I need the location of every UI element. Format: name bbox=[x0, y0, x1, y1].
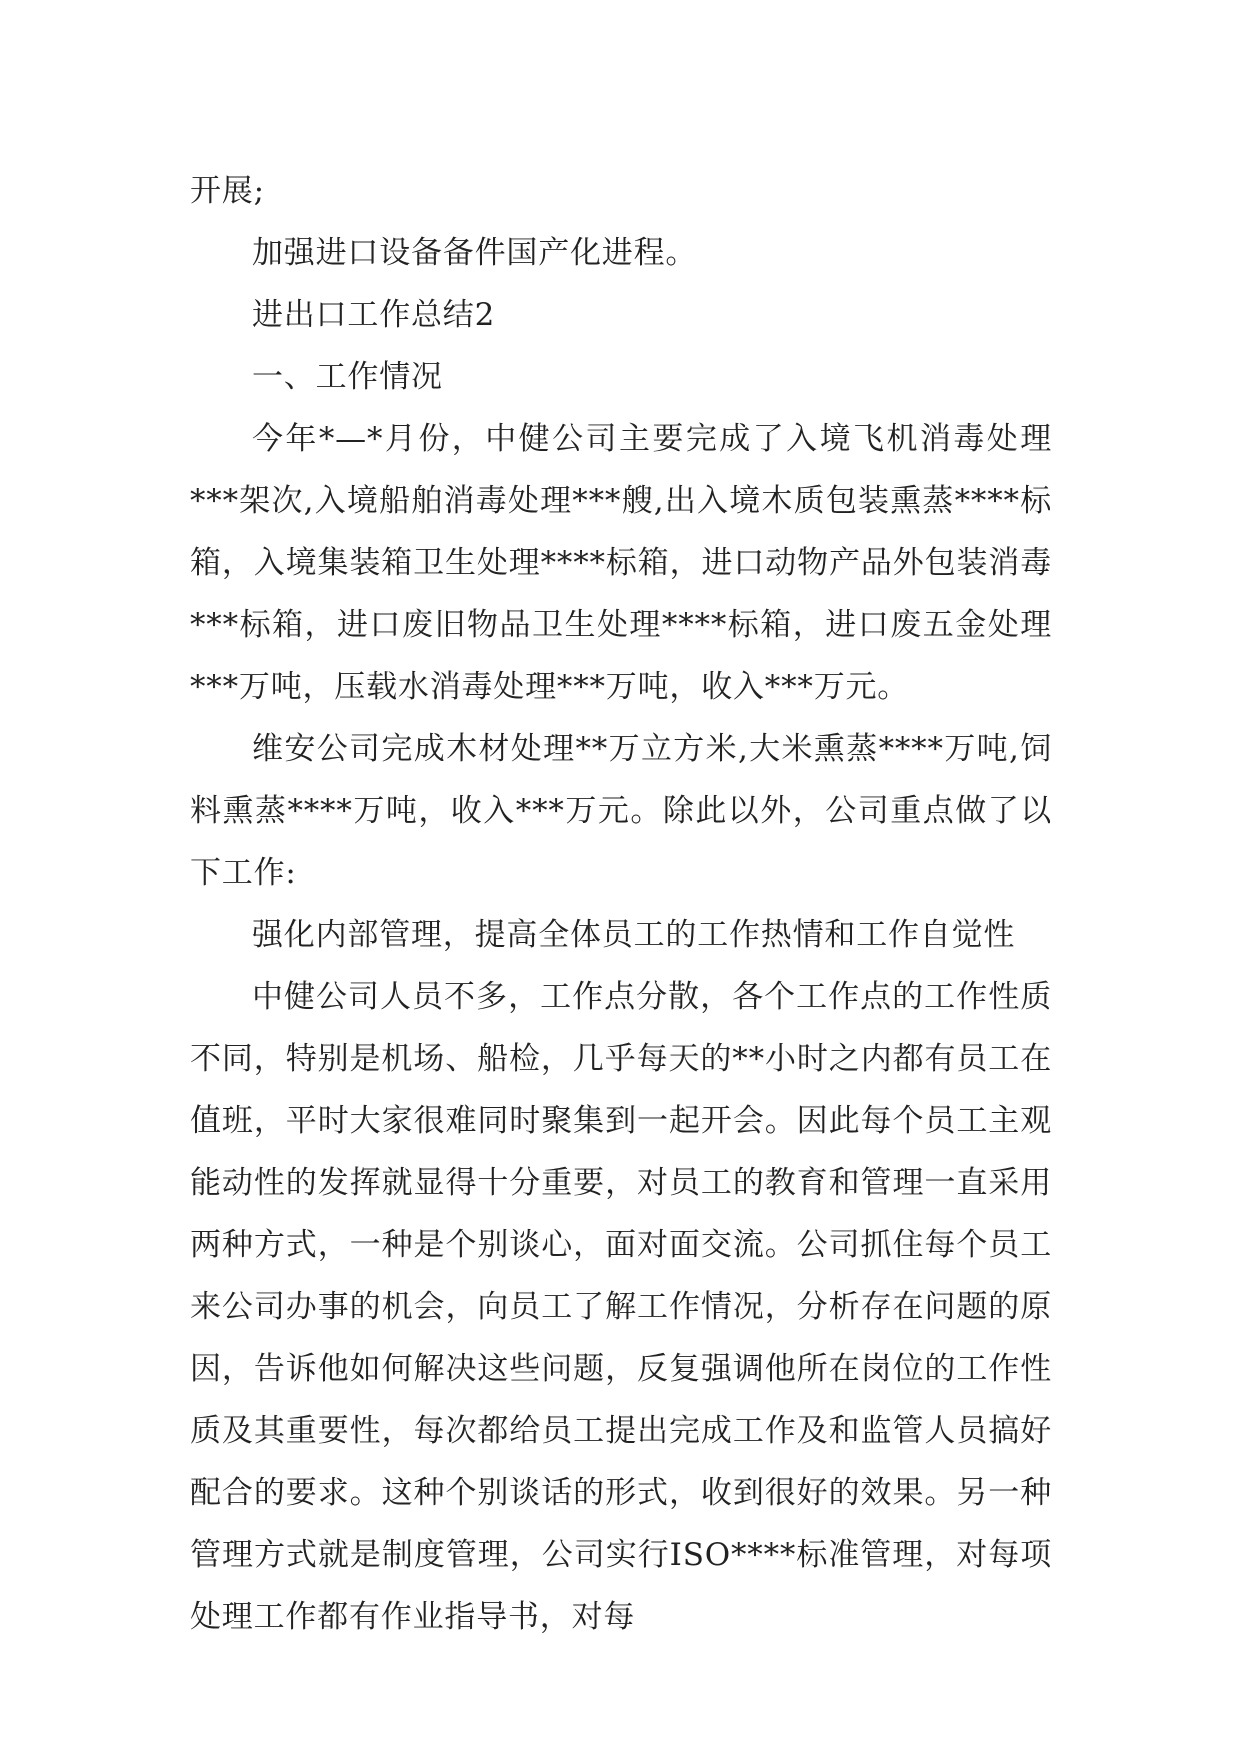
paragraph-management-detail: 中健公司人员不多，工作点分散，各个工作点的工作性质不同，特别是机场、船检，几乎每天的**小时之内都有员工在值班，平时大家很难同时聚集到一起开会。因此每个员工主观能动性的发挥就显得十分重要，对员工的教育和管理一直采用两种方式，一种是个别谈心，面对面交流。公司抓住每个员工来公司办事的机会，向员工了解工作情况，分析存在问题的原因，告诉他如何解决这些问题，反复强调他所在岗位的工作性质及其重要性，每次都给员工提出完成工作及和监管人员搞好配合的要求。这种个别谈话的形式，收到很好的效果。另一种管理方式就是制度管理，公司实行ISO****标准管理，对每项处理工作都有作业指导书，对每 bbox=[190, 979, 1052, 1635]
paragraph-management-heading: 强化内部管理，提高全体员工的工作热情和工作自觉性 bbox=[252, 917, 1016, 953]
paragraph-zhongjian-work: 今年*—*月份，中健公司主要完成了入境飞机消毒处理***架次,入境船舶消毒处理***艘,出入境木质包装熏蒸****标箱，入境集装箱卫生处理****标箱，进口动物产品外包装消毒***标箱，进口废旧物品卫生处理****标箱，进口废五金处理***万吨，压载水消毒处理***万吨，收入***万元。 bbox=[190, 421, 1052, 705]
paragraph-continuation: 开展; bbox=[190, 173, 265, 209]
section-title: 进出口工作总结2 bbox=[252, 297, 496, 333]
document-body bbox=[190, 160, 1052, 1648]
paragraph-weian-work: 维安公司完成木材处理**万立方米,大米熏蒸****万吨,饲料熏蒸****万吨，收入***万元。除此以外，公司重点做了以下工作: bbox=[190, 731, 1052, 891]
paragraph-import-parts: 加强进口设备备件国产化进程。 bbox=[252, 235, 698, 271]
subsection-heading: 一、工作情况 bbox=[252, 359, 443, 395]
